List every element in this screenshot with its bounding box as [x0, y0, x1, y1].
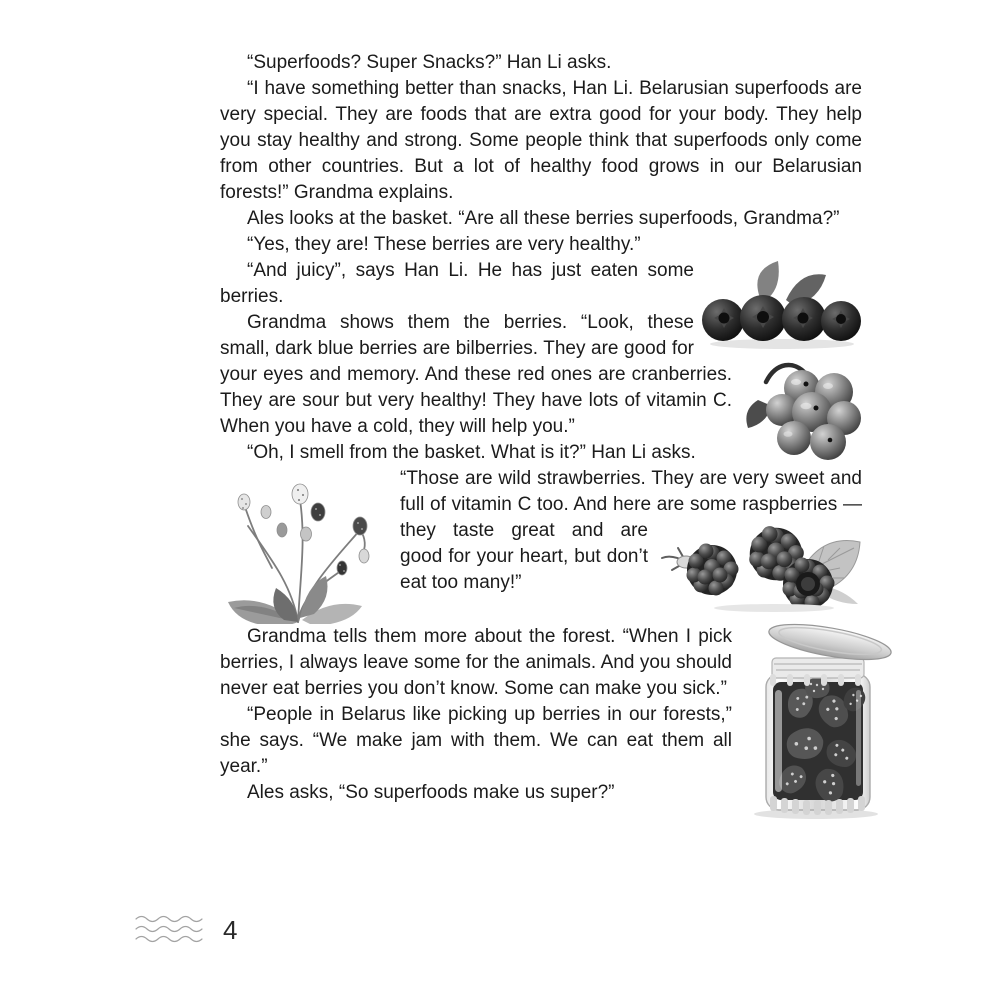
text-column: [220, 50, 862, 820]
page-number: 4: [223, 915, 238, 945]
raspberries-image: [656, 520, 862, 612]
raspberries-illustration: [656, 520, 862, 612]
bilberries-image: [702, 258, 862, 352]
wild-strawberry-plant-illustration: [214, 468, 392, 624]
strawberry-jam-jar-illustration: [742, 612, 892, 820]
cranberries-illustration: [740, 354, 862, 462]
jam-jar-image: [742, 612, 892, 820]
paragraph-3: Ales looks at the basket. “Are all these berries superfoods, Grandma?”: [247, 208, 840, 229]
paragraph-2: “I have something better than snacks, Han Li. Belarusian superfoods are very special. They are foods that are extra good for your body. They help you stay healthy and strong. Some people think that superfoods only come from other countries. But a lot of healthy food grows in our Belarusian forests!” Grandma explains.: [220, 78, 862, 203]
wild-strawberries-image: [214, 468, 392, 624]
paragraph-7: “Oh, I smell from the basket. What is it?” Han Li asks.: [247, 442, 696, 463]
bilberries-illustration: [702, 258, 862, 352]
paragraph-6: Grandma shows them the berries. “Look, these small, dark blue berries are bilberries. They are good for your eyes and memory. And these red ones are cranberries. They are sour but very healthy! They have lots of vitamin C. When you have a cold, they will help you.”: [220, 312, 732, 437]
paragraph-9: Grandma tells them more about the forest. “When I pick berries, I always leave some for the animals. And you should never eat berries you don’t know. Some can make you sick.”: [220, 626, 732, 699]
paragraph-4: “Yes, they are! These berries are very healthy.”: [247, 234, 641, 255]
wavy-lines-icon: [133, 913, 203, 947]
cranberries-image: [740, 354, 862, 462]
paragraph-5: “And juicy”, says Han Li. He has just eaten some berries.: [220, 260, 694, 307]
paragraph-10: “People in Belarus like picking up berries in our forests,” she says. “We make jam with them. We can eat them all year.”: [220, 704, 732, 777]
paragraph-1: “Superfoods? Super Snacks?” Han Li asks.: [247, 52, 612, 73]
paragraph-8-text-a: “Those are wild strawberries. They are very sweet and full of vitamin C too. And here are some: [400, 468, 862, 515]
page-footer: [133, 910, 237, 950]
paragraph-11: Ales asks, “So superfoods make us super?”: [247, 782, 615, 803]
paragraph-8-text-b: raspberries — they taste great and are good for your heart, but don’t eat too many!”: [400, 494, 863, 593]
